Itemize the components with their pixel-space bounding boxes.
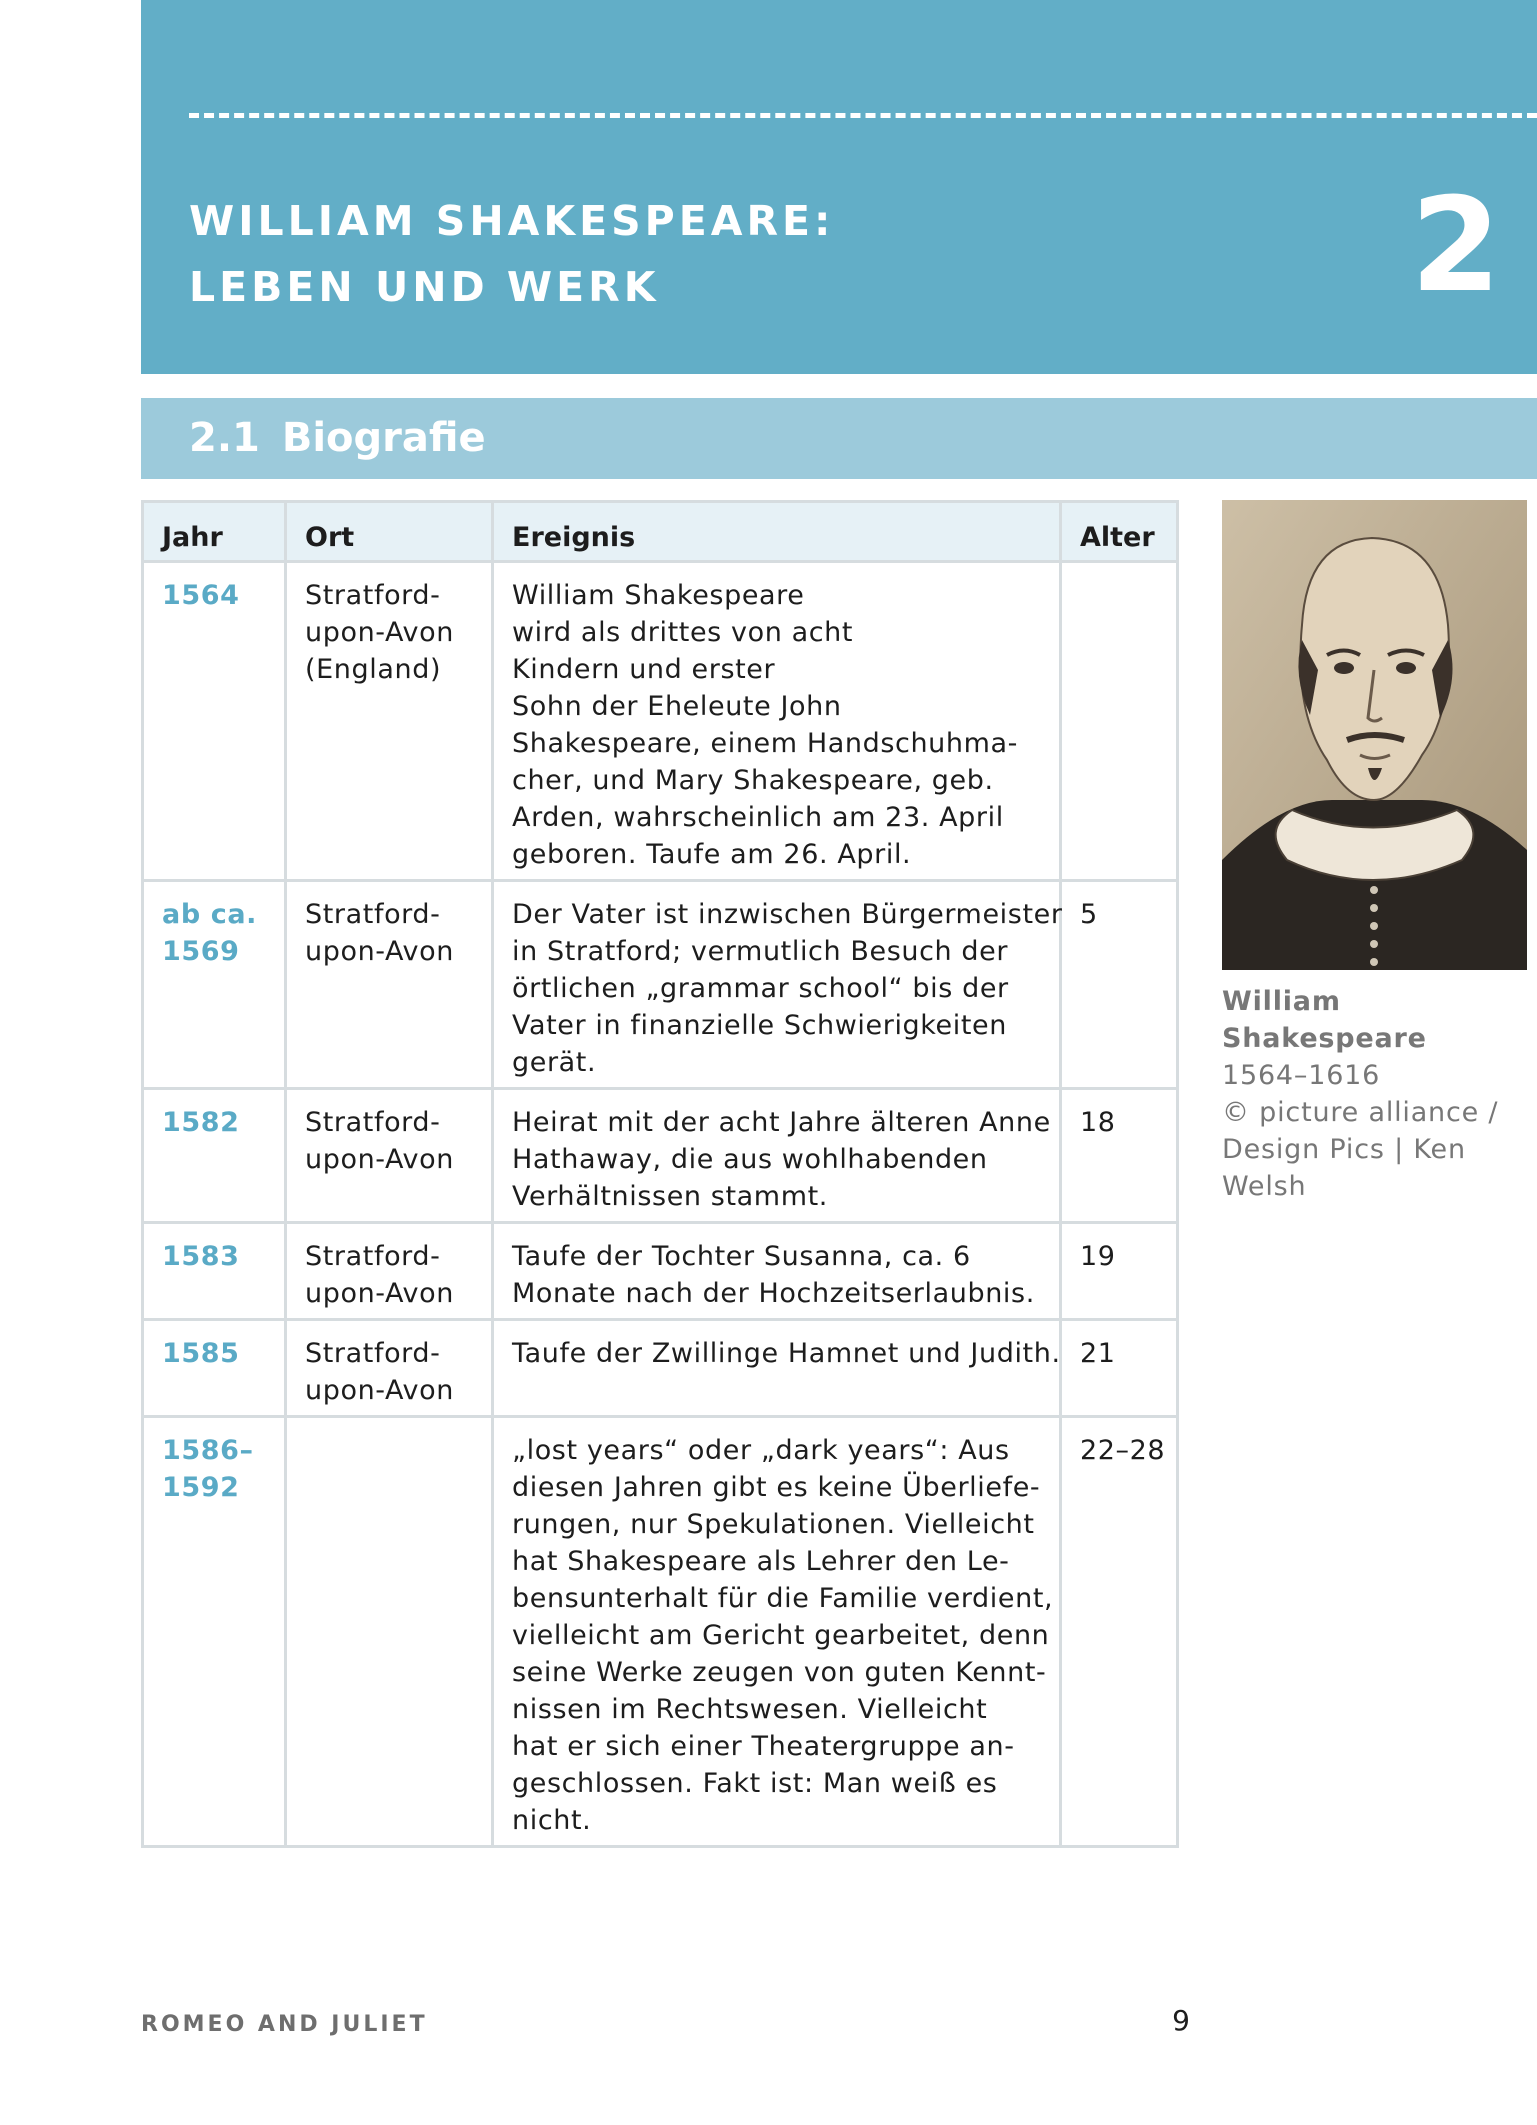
- cell-age: [1061, 881, 1178, 1089]
- table-row: [143, 1223, 1178, 1320]
- table-header-row: [143, 502, 1178, 562]
- cell-event-line: nicht.: [512, 1805, 592, 1836]
- chapter-title-line-2: LEBEN UND WERK: [189, 263, 660, 311]
- cell-event: [493, 1320, 1061, 1417]
- cell-place-line: upon-Avon: [305, 936, 454, 967]
- cell-year-line: 1586–: [162, 1435, 254, 1466]
- cell-place-line: upon-Avon: [305, 617, 454, 648]
- cell-place: [286, 881, 493, 1089]
- cell-place: [286, 1417, 493, 1847]
- section-title: [189, 412, 486, 464]
- cell-event-line: wird als drittes von acht: [512, 617, 854, 648]
- cell-year: [143, 1223, 286, 1320]
- table-row: [143, 1417, 1178, 1847]
- section-number: 2.1: [189, 415, 260, 461]
- cell-place-line: upon-Avon: [305, 1144, 454, 1175]
- cell-place-line: Stratford-: [305, 1338, 441, 1369]
- portrait-caption: [1222, 983, 1532, 1205]
- caption-name-line-2: Shakespeare: [1222, 1023, 1427, 1054]
- cell-year: [143, 1320, 286, 1417]
- cell-event-line: geboren. Taufe am 26. April.: [512, 839, 912, 870]
- cell-event-line: seine Werke zeugen von guten Kennt-: [512, 1657, 1047, 1688]
- cell-place-line: Stratford-: [305, 899, 441, 930]
- portrait-image: [1222, 500, 1527, 970]
- cell-event-line: gerät.: [512, 1047, 597, 1078]
- cell-age: [1061, 562, 1178, 881]
- cell-event-line: in Stratford; vermutlich Besuch der: [512, 936, 1009, 967]
- cell-event-line: örtlichen „grammar school“ bis der: [512, 973, 1009, 1004]
- cell-event-line: nissen im Rechtswesen. Vielleicht: [512, 1694, 988, 1725]
- table-row: [143, 1089, 1178, 1223]
- cell-age: [1061, 1223, 1178, 1320]
- cell-place-line: Stratford-: [305, 580, 441, 611]
- cell-age-value: 19: [1080, 1241, 1116, 1272]
- cell-year: [143, 1417, 286, 1847]
- table-body: [143, 562, 1178, 1847]
- cell-year-line: ab ca.: [162, 899, 258, 930]
- cell-year-line: 1582: [162, 1107, 240, 1138]
- cell-event-line: Taufe der Zwillinge Hamnet und Judith.: [512, 1338, 1061, 1369]
- header-event: Ereignis: [493, 502, 1061, 562]
- cell-place-line: (England): [305, 654, 442, 685]
- cell-event: [493, 881, 1061, 1089]
- header-year: Jahr: [143, 502, 286, 562]
- cell-event-line: Shakespeare, einem Handschuhma-: [512, 728, 1018, 759]
- header-age: Alter: [1061, 502, 1178, 562]
- cell-age-value: 21: [1080, 1338, 1116, 1369]
- cell-event: [493, 562, 1061, 881]
- cell-event-line: Vater in finanzielle Schwierigkeiten: [512, 1010, 1007, 1041]
- footer-book-title: ROMEO AND JULIET: [141, 2012, 428, 2037]
- cell-event-line: bensunterhalt für die Familie verdient,: [512, 1583, 1054, 1614]
- section-banner: [141, 398, 1537, 479]
- shakespeare-portrait: [1222, 500, 1527, 970]
- caption-credit-line-3: Welsh: [1222, 1171, 1307, 1202]
- chapter-number: 2: [1410, 169, 1501, 321]
- cell-event-line: geschlossen. Fakt ist: Man weiß es: [512, 1768, 998, 1799]
- cell-event-line: Heirat mit der acht Jahre älteren Anne: [512, 1107, 1051, 1138]
- cell-place: [286, 1089, 493, 1223]
- cell-event-line: Monate nach der Hochzeitserlaubnis.: [512, 1278, 1035, 1309]
- cell-place: [286, 562, 493, 881]
- caption-dates: 1564–1616: [1222, 1060, 1381, 1091]
- cell-event-line: diesen Jahren gibt es keine Überliefe-: [512, 1472, 1041, 1503]
- chapter-title: [189, 188, 834, 320]
- cell-place-line: upon-Avon: [305, 1278, 454, 1309]
- cell-event-line: Kindern und erster: [512, 654, 776, 685]
- cell-age-value: 5: [1080, 899, 1098, 930]
- caption-credit-line-1: © picture alliance /: [1222, 1097, 1499, 1128]
- cell-event-line: Sohn der Eheleute John: [512, 691, 842, 722]
- cell-event: [493, 1089, 1061, 1223]
- cell-year-line: 1564: [162, 580, 240, 611]
- cell-year-line: 1592: [162, 1472, 240, 1503]
- page-number: 9: [1172, 2004, 1190, 2037]
- cell-place-line: Stratford-: [305, 1107, 441, 1138]
- cell-place-line: upon-Avon: [305, 1375, 454, 1406]
- cell-age-value: 22–28: [1080, 1435, 1166, 1466]
- cell-year: [143, 1089, 286, 1223]
- cell-event-line: hat er sich einer Theatergruppe an-: [512, 1731, 1015, 1762]
- cell-event-line: rungen, nur Spekulationen. Vielleicht: [512, 1509, 1035, 1540]
- cell-event-line: „lost years“ oder „dark years“: Aus: [512, 1435, 1010, 1466]
- cell-event-line: cher, und Mary Shakespeare, geb.: [512, 765, 994, 796]
- cell-event-line: Der Vater ist inzwischen Bürgermeister: [512, 899, 1063, 930]
- cell-age: [1061, 1417, 1178, 1847]
- cell-age-value: 18: [1080, 1107, 1116, 1138]
- cell-place: [286, 1223, 493, 1320]
- cell-place: [286, 1320, 493, 1417]
- header-place: Ort: [286, 502, 493, 562]
- chapter-title-line-1: WILLIAM SHAKESPEARE:: [189, 197, 835, 245]
- chapter-banner: [141, 0, 1537, 374]
- table-row: [143, 1320, 1178, 1417]
- cell-year: [143, 881, 286, 1089]
- cell-year: [143, 562, 286, 881]
- cell-place-line: Stratford-: [305, 1241, 441, 1272]
- cell-event-line: Hathaway, die aus wohlhabenden: [512, 1144, 988, 1175]
- table-row: [143, 562, 1178, 881]
- cell-year-line: 1569: [162, 936, 240, 967]
- cell-event-line: Arden, wahrscheinlich am 23. April: [512, 802, 1004, 833]
- caption-credit-line-2: Design Pics | Ken: [1222, 1134, 1466, 1165]
- cell-age: [1061, 1320, 1178, 1417]
- cell-event-line: Taufe der Tochter Susanna, ca. 6: [512, 1241, 971, 1272]
- cell-event: [493, 1223, 1061, 1320]
- caption-name-line-1: William: [1222, 986, 1341, 1017]
- section-label: Biografie: [281, 415, 486, 461]
- cell-event-line: William Shakespeare: [512, 580, 805, 611]
- biography-table: [141, 500, 1179, 1848]
- cell-event-line: vielleicht am Gericht gearbeitet, denn: [512, 1620, 1050, 1651]
- cell-event-line: hat Shakespeare als Lehrer den Le-: [512, 1546, 1010, 1577]
- table-row: [143, 881, 1178, 1089]
- cell-event: [493, 1417, 1061, 1847]
- dashed-divider: [189, 113, 1537, 118]
- cell-event-line: Verhältnissen stammt.: [512, 1181, 828, 1212]
- cell-year-line: 1583: [162, 1241, 240, 1272]
- cell-age: [1061, 1089, 1178, 1223]
- cell-year-line: 1585: [162, 1338, 240, 1369]
